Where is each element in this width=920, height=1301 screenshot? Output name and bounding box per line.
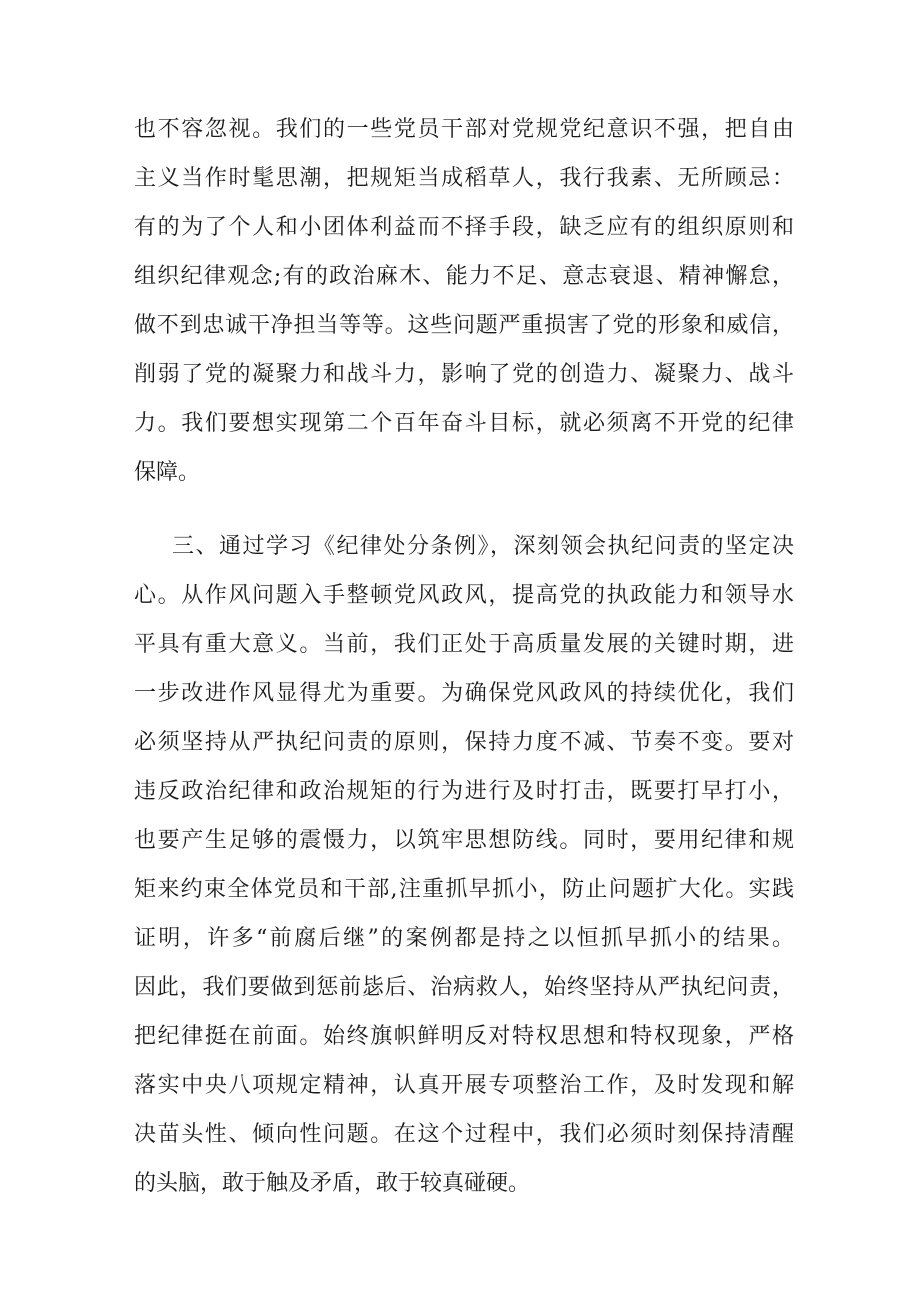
text-line: 力。我们要想实现第二个百年奋斗目标，就必须离不开党的纪律 <box>134 411 794 436</box>
document-body <box>134 105 794 1208</box>
text-line: 保障。 <box>134 460 201 485</box>
text-line: 平具有重大意义。当前，我们正处于高质量发展的关键时期，进 <box>134 632 794 657</box>
text-line: 的头脑，敢于触及矛盾，敢于较真碰硬。 <box>134 1171 531 1196</box>
text-line: 组织纪律观念;有的政治麻木、能力不足、意志衰退、精神懈怠， <box>134 264 794 289</box>
text-line: 削弱了党的凝聚力和战斗力，影响了党的创造力、凝聚力、战斗 <box>134 362 794 387</box>
text-line: 主义当作时髦思潮，把规矩当成稻草人，我行我素、无所顾忌： <box>134 166 794 191</box>
text-line: 违反政治纪律和政治规矩的行为进行及时打击，既要打早打小， <box>134 779 794 804</box>
paragraph-spacer <box>134 497 794 522</box>
text-line: 因此，我们要做到惩前毖后、治病救人，始终坚持从严执纪问责， <box>134 975 794 1000</box>
text-line: 落实中央八项规定精神，认真开展专项整治工作，及时发现和解 <box>134 1073 794 1098</box>
text-line: 做不到忠诚干净担当等等。这些问题严重损害了党的形象和威信， <box>134 313 794 338</box>
text-line: 也不容忽视。我们的一些党员干部对党规党纪意识不强，把自由 <box>134 117 794 142</box>
text-line: 三、通过学习《纪律处分条例》，深刻领会执纪问责的坚定决 <box>172 534 794 559</box>
text-line: 一步改进作风显得尤为重要。为确保党风政风的持续优化，我们 <box>134 681 794 706</box>
text-line: 也要产生足够的震慑力，以筑牢思想防线。同时，要用纪律和规 <box>134 828 794 853</box>
text-line: 矩来约束全体党员和干部,注重抓早抓小，防止问题扩大化。实践 <box>134 877 794 902</box>
paragraph-1 <box>134 105 794 497</box>
text-line: 有的为了个人和小团体利益而不择手段，缺乏应有的组织原则和 <box>134 215 794 240</box>
paragraph-2 <box>134 522 794 1208</box>
text-line: 心。从作风问题入手整顿党风政风，提高党的执政能力和领导水 <box>134 583 794 608</box>
text-line: 证明，许多“前腐后继”的案例都是持之以恒抓早抓小的结果。 <box>134 926 794 951</box>
text-line: 决苗头性、倾向性问题。在这个过程中，我们必须时刻保持清醒 <box>134 1122 794 1147</box>
text-line: 把纪律挺在前面。始终旗帜鲜明反对特权思想和特权现象，严格 <box>134 1024 794 1049</box>
text-line: 必须坚持从严执纪问责的原则，保持力度不减、节奏不变。要对 <box>134 730 794 755</box>
